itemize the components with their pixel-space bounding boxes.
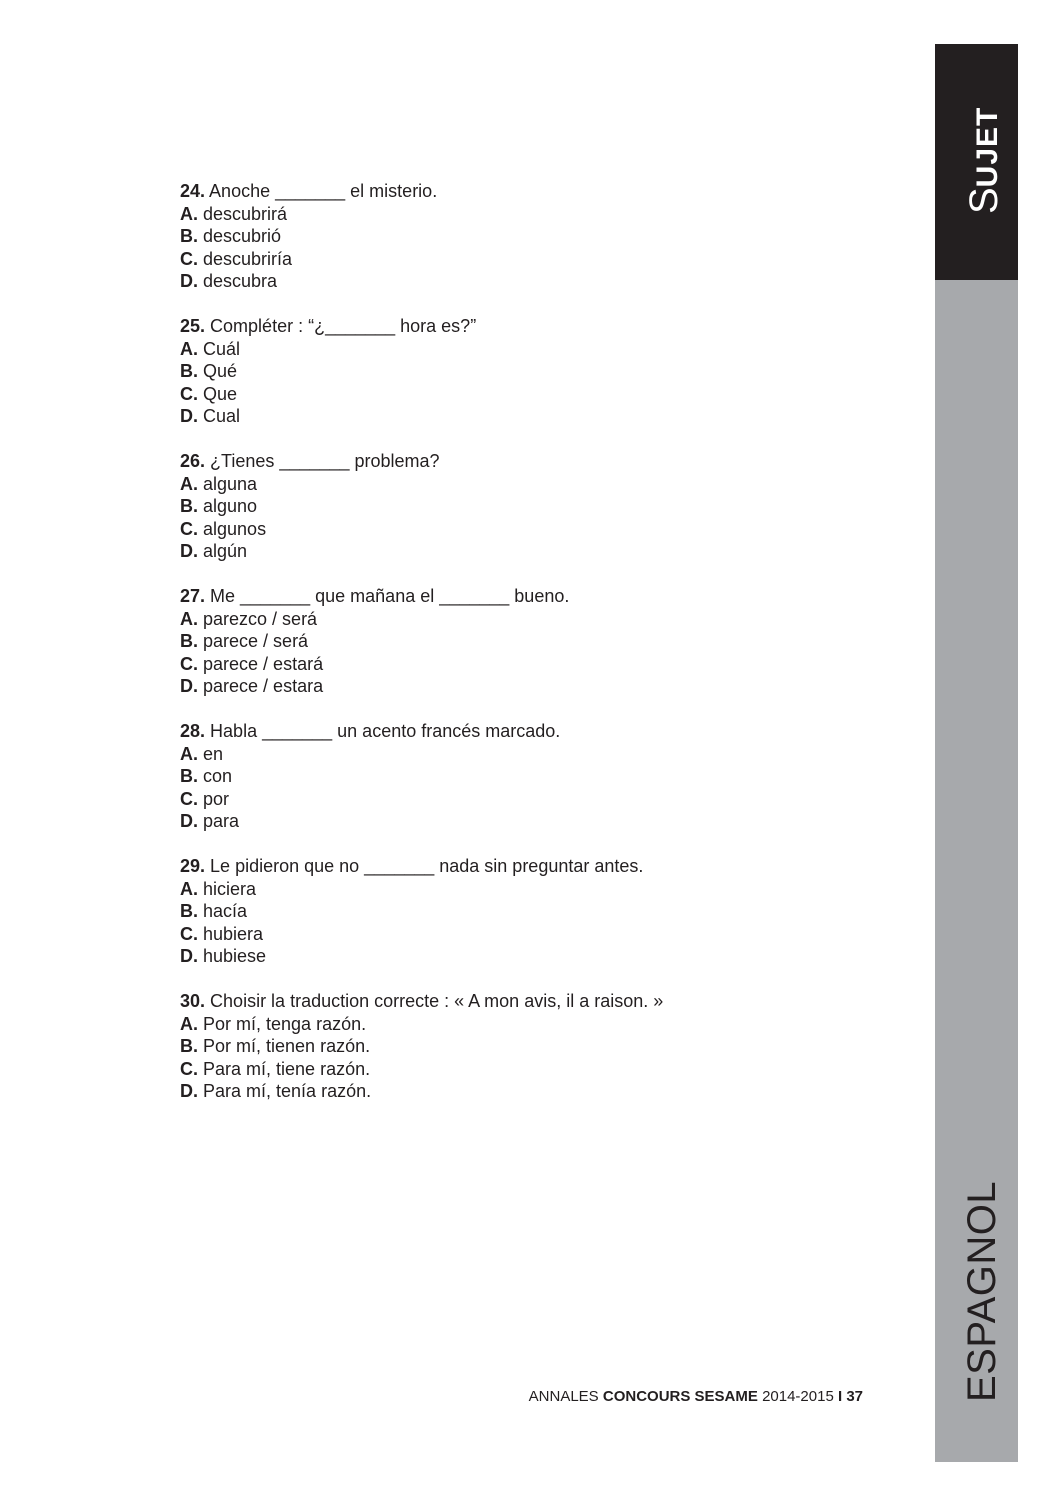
- question-prompt: Le pidieron que no _______ nada sin preguntar antes.: [210, 856, 644, 876]
- option-text: descubriría: [203, 248, 293, 269]
- option-text: descubra: [203, 271, 278, 291]
- answer-option: [180, 405, 880, 428]
- option-letter: C.: [180, 1058, 198, 1079]
- option-letter: C.: [180, 518, 198, 539]
- answer-option: [180, 1013, 880, 1036]
- question-number: 30.: [180, 991, 206, 1011]
- question-24: [180, 180, 880, 293]
- option-letter: B.: [180, 361, 198, 381]
- option-letter: D.: [180, 676, 198, 696]
- answer-option: [180, 270, 880, 293]
- question-number: 27.: [180, 586, 206, 606]
- question-prompt-line: [180, 450, 880, 473]
- option-text: descubrió: [203, 226, 282, 246]
- answer-option: [180, 945, 880, 968]
- option-letter: C.: [180, 248, 198, 269]
- subject-label: ESPAGNOL: [960, 1180, 1004, 1402]
- option-letter: D.: [180, 1081, 198, 1101]
- question-27: [180, 585, 880, 698]
- option-text: algún: [203, 541, 248, 561]
- question-prompt: Anoche _______ el misterio.: [209, 181, 438, 201]
- footer-concours: CONCOURS SESAME: [602, 1388, 758, 1405]
- option-letter: A.: [180, 743, 198, 764]
- option-text: Por mí, tienen razón.: [203, 1036, 371, 1056]
- question-prompt-line: [180, 990, 880, 1013]
- question-number: 28.: [180, 721, 206, 741]
- option-letter: B.: [180, 631, 198, 651]
- option-letter: C.: [180, 923, 198, 944]
- option-text: Para mí, tenía razón.: [203, 1081, 372, 1101]
- option-text: hacía: [203, 901, 248, 921]
- answer-option: [180, 360, 880, 383]
- option-letter: A.: [180, 473, 198, 494]
- answer-option: [180, 338, 880, 361]
- answer-option: [180, 810, 880, 833]
- answer-option: [180, 765, 880, 788]
- option-text: por: [203, 788, 230, 809]
- page-number: 37: [846, 1388, 863, 1405]
- question-25: [180, 315, 880, 428]
- option-text: Para mí, tiene razón.: [203, 1058, 371, 1079]
- answer-option: [180, 383, 880, 406]
- option-letter: B.: [180, 1036, 198, 1056]
- option-text: parece / estará: [203, 653, 324, 674]
- option-letter: A.: [180, 608, 198, 629]
- question-number: 25.: [180, 316, 206, 336]
- option-letter: C.: [180, 653, 198, 674]
- option-text: con: [203, 766, 233, 786]
- answer-option: [180, 653, 880, 676]
- sujet-rest-letters: UJET: [971, 106, 1004, 188]
- answer-option: [180, 1035, 880, 1058]
- question-30: [180, 990, 880, 1103]
- page-footer: [529, 1387, 863, 1407]
- answer-option: [180, 1058, 880, 1081]
- question-prompt-line: [180, 720, 880, 743]
- answer-option: [180, 473, 880, 496]
- option-text: parece / estara: [203, 676, 324, 696]
- question-28: [180, 720, 880, 833]
- sujet-first-letter: S: [962, 187, 1006, 214]
- option-letter: D.: [180, 541, 198, 561]
- option-text: parece / será: [203, 631, 309, 651]
- option-text: Qué: [203, 361, 238, 381]
- option-letter: A.: [180, 338, 198, 359]
- option-letter: A.: [180, 1013, 198, 1034]
- question-prompt-line: [180, 180, 880, 203]
- option-letter: D.: [180, 406, 198, 426]
- answer-option: [180, 878, 880, 901]
- option-text: parezco / será: [203, 608, 318, 629]
- option-text: descubrirá: [203, 203, 288, 224]
- question-number: 29.: [180, 856, 206, 876]
- option-text: alguno: [203, 496, 258, 516]
- option-letter: A.: [180, 878, 198, 899]
- answer-option: [180, 630, 880, 653]
- option-letter: D.: [180, 811, 198, 831]
- option-text: para: [203, 811, 240, 831]
- answer-option: [180, 248, 880, 271]
- answer-option: [180, 203, 880, 226]
- option-text: Por mí, tenga razón.: [203, 1013, 367, 1034]
- option-letter: D.: [180, 271, 198, 291]
- option-text: hiciera: [203, 878, 257, 899]
- answer-option: [180, 225, 880, 248]
- option-text: Que: [203, 383, 238, 404]
- option-letter: B.: [180, 226, 198, 246]
- option-letter: B.: [180, 901, 198, 921]
- question-prompt-line: [180, 855, 880, 878]
- footer-annales: ANNALES: [528, 1388, 599, 1405]
- answer-option: [180, 675, 880, 698]
- footer-years: 2014-2015: [762, 1388, 834, 1405]
- option-text: Cual: [203, 406, 241, 426]
- sujet-label: [962, 107, 1010, 214]
- answer-option: [180, 495, 880, 518]
- answer-option: [180, 518, 880, 541]
- option-letter: B.: [180, 766, 198, 786]
- option-text: algunos: [203, 518, 267, 539]
- question-29: [180, 855, 880, 968]
- answer-option: [180, 540, 880, 563]
- option-letter: A.: [180, 203, 198, 224]
- question-prompt: Me _______ que mañana el _______ bueno.: [210, 586, 570, 606]
- question-prompt-line: [180, 585, 880, 608]
- option-letter: D.: [180, 946, 198, 966]
- option-letter: B.: [180, 496, 198, 516]
- answer-option: [180, 788, 880, 811]
- answer-option: [180, 608, 880, 631]
- answer-option: [180, 743, 880, 766]
- question-prompt: ¿Tienes _______ problema?: [210, 451, 440, 471]
- option-letter: C.: [180, 383, 198, 404]
- option-text: hubiese: [203, 946, 267, 966]
- option-text: hubiera: [203, 923, 264, 944]
- question-number: 24.: [180, 181, 206, 201]
- option-text: Cuál: [203, 338, 241, 359]
- answer-option: [180, 923, 880, 946]
- option-text: en: [203, 743, 224, 764]
- option-text: alguna: [203, 473, 258, 494]
- question-prompt-line: [180, 315, 880, 338]
- option-letter: C.: [180, 788, 198, 809]
- question-prompt: Choisir la traduction correcte : « A mon avis, il a raison. »: [210, 991, 664, 1011]
- answer-option: [180, 1080, 880, 1103]
- question-list: [180, 180, 880, 1125]
- question-prompt: Compléter : “¿_______ hora es?”: [210, 316, 477, 336]
- question-number: 26.: [180, 451, 206, 471]
- answer-option: [180, 900, 880, 923]
- footer-separator: I: [837, 1388, 843, 1405]
- question-prompt: Habla _______ un acento francés marcado.: [210, 721, 561, 741]
- question-26: [180, 450, 880, 563]
